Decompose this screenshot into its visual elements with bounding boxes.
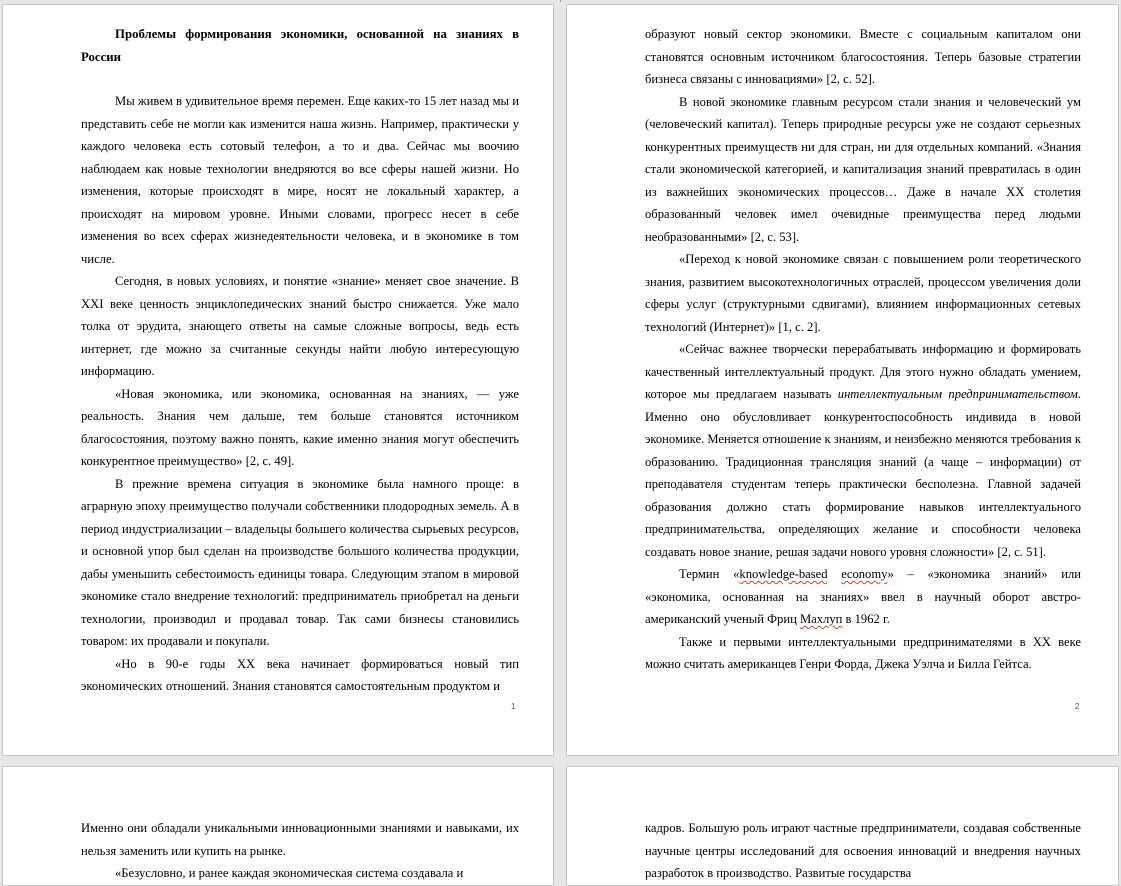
page-2-text bbox=[645, 23, 1081, 676]
text-run: в 1962 г. bbox=[842, 612, 890, 626]
text-run: «Сейчас важнее творчески перерабатывать информацию и формировать качественный интеллектуальный продукт. Для этого нужно обладать умением, которое мы предлагаем называть bbox=[645, 342, 1081, 401]
document-page-3 bbox=[2, 766, 554, 886]
paragraph: «Новая экономика, или экономика, основанная на знаниях, — уже реальность. Знания чем дальше, тем больше становятся источником благосостояния, поэтому важно понять, какие именно знания могут обеспечить конкурентное преимущество» [2, с. 49]. bbox=[81, 386, 519, 468]
document-page-1 bbox=[2, 4, 554, 756]
document-page-4 bbox=[566, 766, 1119, 886]
spellcheck-word[interactable]: Махлуп bbox=[799, 612, 843, 626]
text-run bbox=[828, 567, 842, 581]
page-number: 2 bbox=[1075, 702, 1080, 711]
paragraph: образуют новый сектор экономики. Вместе с социальным капиталом они становятся основным источником благосостояния. Теперь базовые стратегии бизнеса связаны с инновациями» [2, с. 52]. bbox=[645, 27, 1081, 86]
emphasis-term: интеллектуальным предпринимательством bbox=[837, 387, 1078, 401]
page-3-text bbox=[81, 817, 519, 885]
paragraph: «Безусловно, и ранее каждая экономическая система создавала и bbox=[115, 866, 464, 880]
paragraph: В новой экономике главным ресурсом стали знания и человеческий ум (человеческий капитал). Теперь природные ресурсы уже не создают серьезных конкурентных преимуществ ни для стран, ни для отдельных компаний. «Знания стали экономической категорией, и капитализация знаний превратилась в один из важнейших экономических процессов… Даже в начале XX столетия образованный человек имел очевидные преимущества перед людьми необразованными» [2, с. 53]. bbox=[645, 94, 1081, 244]
text-run: Термин « bbox=[679, 567, 740, 581]
paragraph: Мы живем в удивительное время перемен. Еще каких-то 15 лет назад мы и представить себе не могли как изменится наша жизнь. Например, практически у каждого человека есть сотовый телефон, а то и два. Сейчас мы воочию наблюдаем как новые технологии внедряются во все сферы нашей жизни. Но изменения, которые происходят в мире, носят не локальный характер, а происходят на мировом уровне. Иными словами, прогресс несет в себе изменения во всех сферах жизнедеятельности человека, и в экономике в том числе. bbox=[81, 94, 519, 266]
page-divider-mark bbox=[560, 0, 561, 2]
page-number: 1 bbox=[511, 702, 516, 711]
paragraph: Также и первыми интеллектуальными предпринимателями в XX веке можно считать американцев Генри Форда, Джека Уэлча и Билла Гейтса. bbox=[645, 634, 1081, 671]
document-page-2 bbox=[566, 4, 1119, 756]
page-1-text bbox=[81, 23, 519, 698]
paragraph: Именно они обладали уникальными инновационными знаниями и навыками, их нельзя заменить или купить на рынке. bbox=[81, 821, 519, 858]
spellcheck-word[interactable]: knowledge-based bbox=[739, 567, 828, 581]
text-run: » – «экономика знаний» или «экономика, основанная на знаниях» ввел в научный оборот австро-американский ученый Фриц bbox=[645, 567, 1082, 626]
paragraph-term-origin bbox=[645, 563, 1081, 631]
paragraph: В прежние времена ситуация в экономике была намного проще: в аграрную эпоху преимущество получали собственники плодородных земель. А в период индустриализации – владельцы большего количества сырьевых ресурсов, и основной упор был сделан на производстве большого количества продукции, дабы уменьшить себестоимость единицы товара. Следующим этапом в мировой экономике стало внедрение технологий: предприниматель приобретал на деньги технологии, производил и продавал товар. Так сами бизнесы становились товаром: их продавали и покупали. bbox=[81, 476, 519, 648]
spellcheck-word[interactable]: economy bbox=[841, 567, 888, 581]
text-run: . Именно оно обусловливает конкурентоспособность индивида в новой экономике. Меняется отношение к знаниям, и неизбежно меняются требования к образованию. Традиционная трансляция знаний (а чаще – информации) от преподавателя студентам теперь практически бесполезна. Главной задачей образования должно стать формирование навыков интеллектуального предпринимательства, определяющих желание и способности человека создавать новое знание, решая задачи нового уровня сложности» [2, с. 51]. bbox=[645, 387, 1082, 559]
document-title: Проблемы формирования экономики, основанной на знаниях в России bbox=[81, 27, 519, 64]
page-4-text bbox=[645, 817, 1081, 885]
paragraph: кадров. Большую роль играют частные предприниматели, создавая собственные научные центры исследований для освоения инноваций и внедрения научных разработок в производство. Развитые государства bbox=[645, 821, 1081, 880]
paragraph: Сегодня, в новых условиях, и понятие «знание» меняет свое значение. В XXI веке ценность энциклопедических знаний быстро снижается. Уже мало толка от эрудита, знающего ответы на самые сложные вопросы, ведь есть интернет, где можно за считанные секунды найти любую интересующую информацию. bbox=[81, 274, 519, 378]
paragraph: «Но в 90-е годы XX века начинает формироваться новый тип экономических отношений. Знания становятся самостоятельным продуктом и bbox=[81, 656, 519, 693]
paragraph-intellectual-entrepreneurship bbox=[645, 338, 1081, 563]
paragraph: «Переход к новой экономике связан с повышением роли теоретического знания, развитием высокотехнологичных отраслей, процессом увеличения доли сферы услуг (структурными сдвигами), влиянием информационных сетевых технологий (Интернет)» [1, с. 2]. bbox=[645, 252, 1081, 334]
